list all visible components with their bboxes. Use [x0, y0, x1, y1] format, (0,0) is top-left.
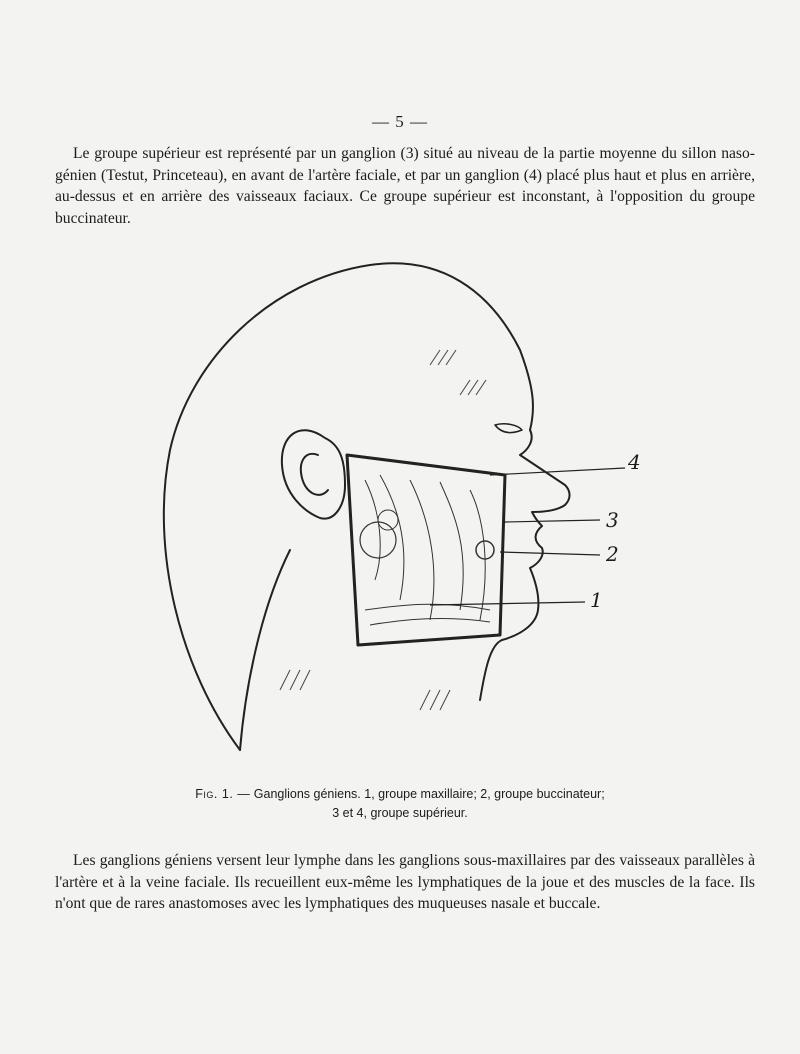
top-paragraph	[55, 143, 755, 229]
ear-outline	[282, 430, 345, 518]
figure-caption	[0, 785, 800, 823]
callout-1: 1	[590, 588, 603, 612]
head-illustration	[140, 250, 660, 780]
leader-line-1	[430, 602, 585, 605]
head-outline	[164, 263, 533, 750]
caption-line-2: 3 et 4, groupe supérieur.	[332, 806, 468, 820]
neck-line	[240, 550, 290, 750]
leader-line-4	[490, 468, 625, 475]
eye	[495, 424, 522, 433]
dissection-window	[347, 455, 505, 645]
callout-3: 3	[606, 508, 619, 532]
page-number: — 5 —	[372, 112, 428, 131]
leader-line-3	[505, 520, 600, 522]
anatomical-figure	[140, 250, 660, 780]
bottom-paragraph-text: Les ganglions géniens versent leur lymphe dans les ganglions sous-maxillaires par des vaisseaux parallèles à l'artère et à la veine faciale. Ils recueillent eux-même les lymphatiques de la joue et des muscles de la face. Ils n'ont que de rares anastomoses avec les lymphatiques des muqueuses nasale et buccale.	[55, 852, 755, 912]
callout-2: 2	[606, 542, 619, 566]
face-profile	[480, 430, 570, 700]
leader-line-2	[500, 552, 600, 555]
caption-line-1	[0, 785, 800, 804]
bottom-paragraph	[55, 850, 755, 915]
top-paragraph-text: Le groupe supérieur est représenté par un ganglion (3) situé au niveau de la partie moyenne du sillon naso-génien (Testut, Princeteau), en avant de l'artère faciale, et par un ganglion (4) placé plus haut et plus en arrière, au-dessus et en arrière des vaisseaux faciaux. Ce groupe supérieur est inconstant, à l'opposition du groupe buccinateur.	[55, 145, 755, 227]
callout-4: 4	[628, 450, 641, 474]
caption-text-1: Ganglions géniens. 1, groupe maxillaire; 2, groupe buccinateur;	[253, 787, 605, 801]
caption-figure-label: Fig. 1. —	[195, 787, 251, 801]
ear-inner	[301, 454, 328, 495]
